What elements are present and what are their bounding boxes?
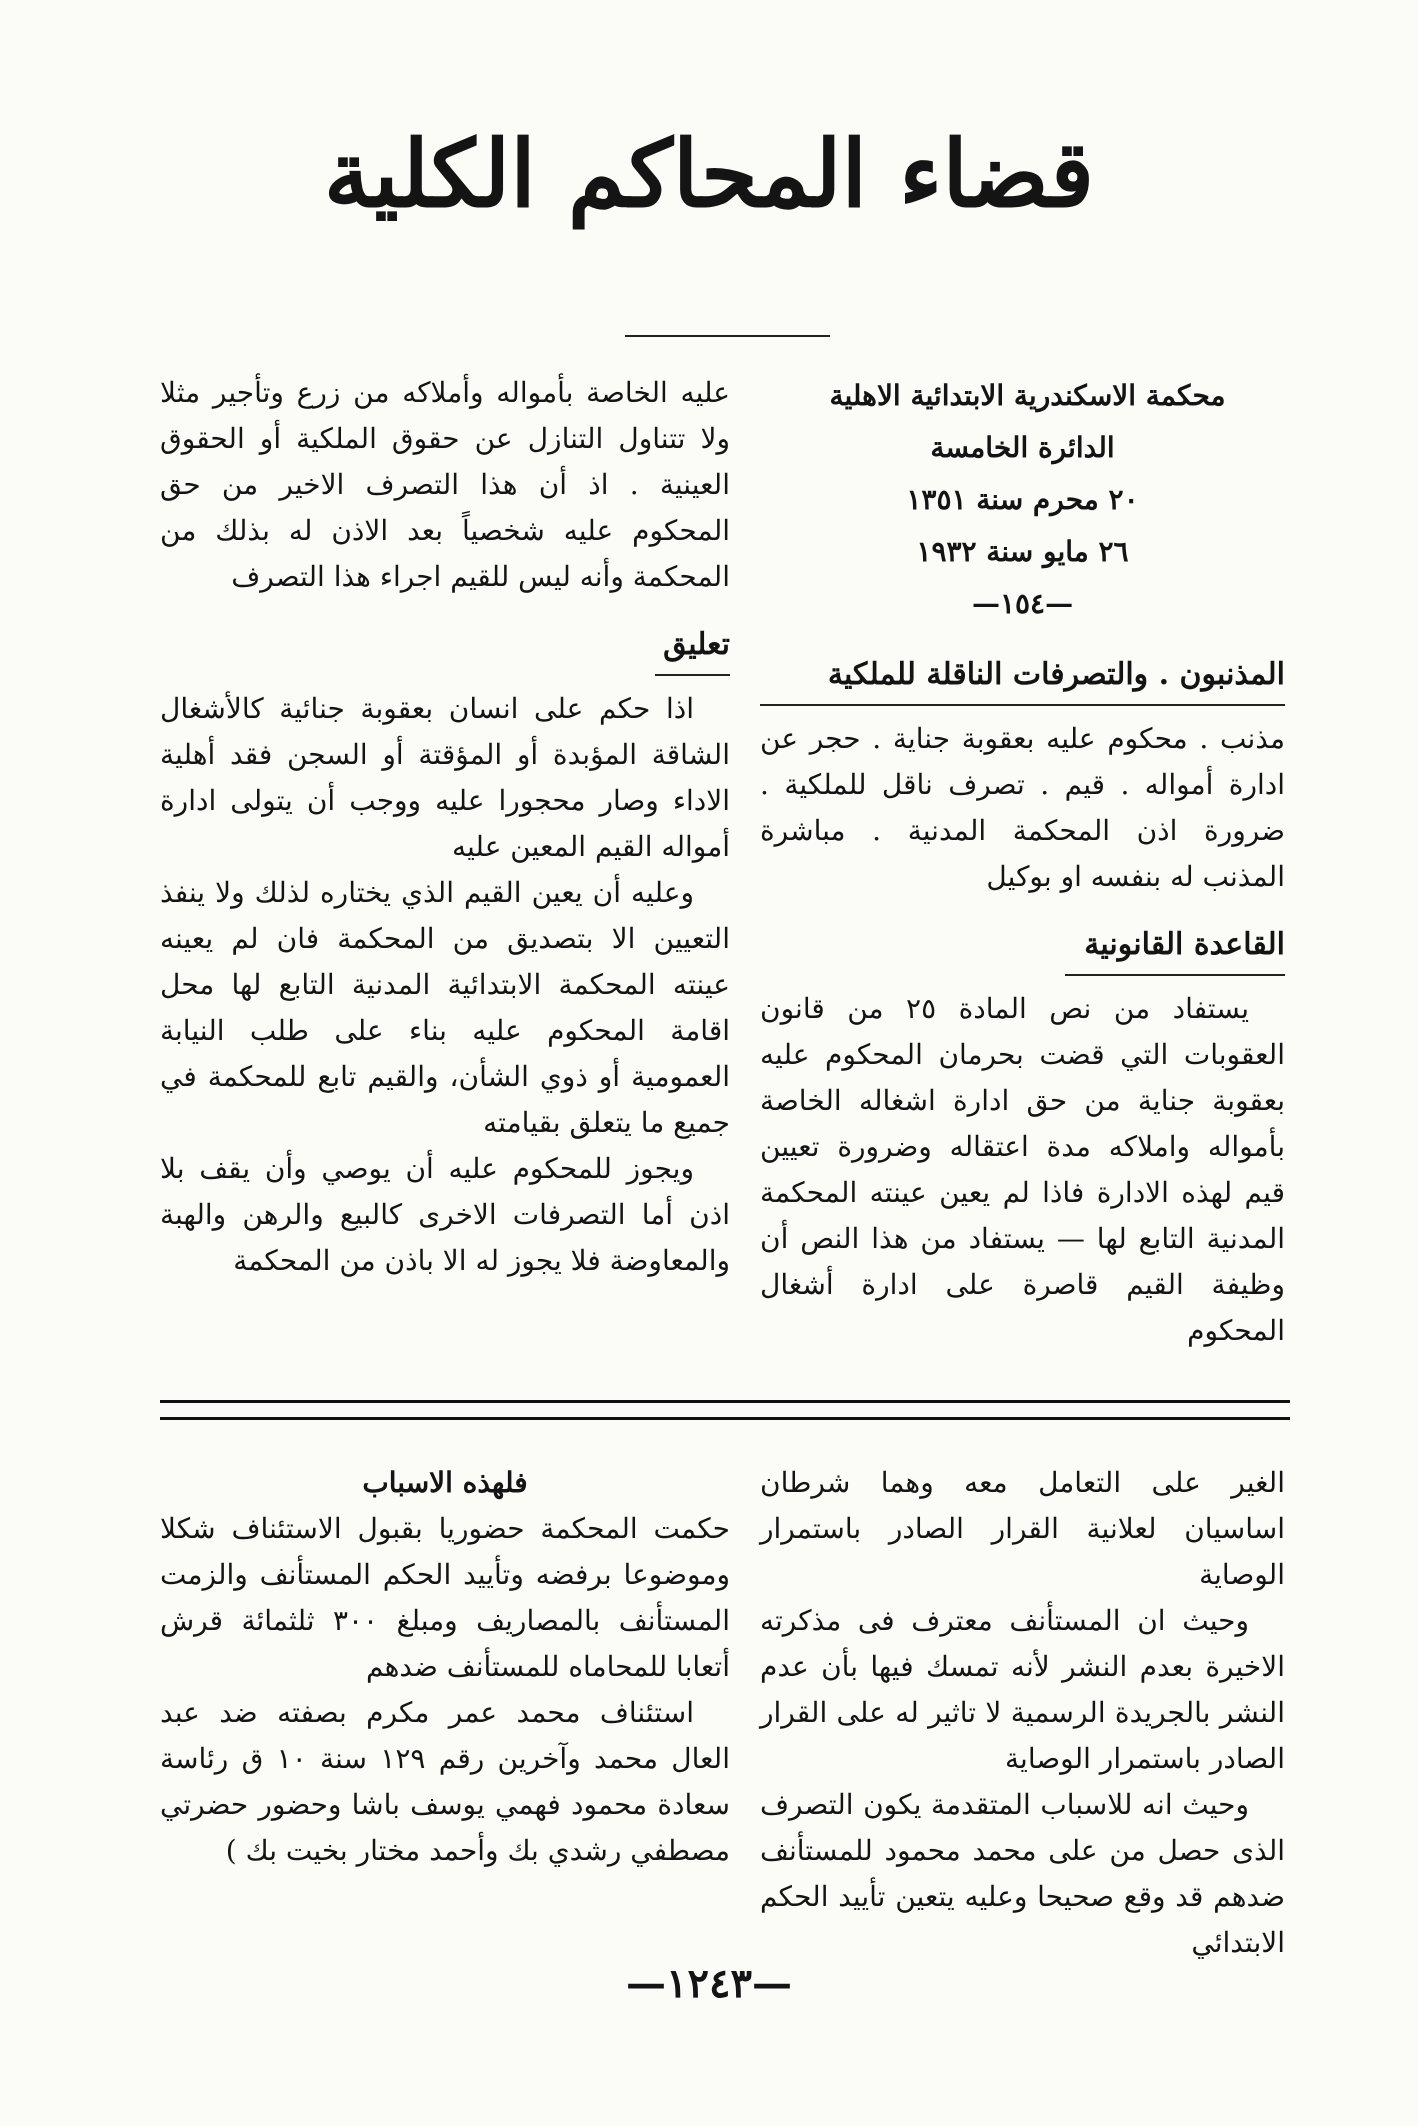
left-column-top — [160, 370, 730, 1284]
circuit-name: الدائرة الخامسة — [930, 431, 1115, 464]
date-gregorian: ٢٦ مايو سنة ١٩٣٢ — [916, 535, 1129, 568]
title-divider — [625, 335, 830, 337]
reasons-heading: فلهذه الاسباب — [362, 1466, 528, 1499]
case-header — [760, 370, 1285, 630]
judgment-paragraph: وحيث ان المستأنف معترف فى مذكرته الاخيرة بعدم النشر لأنه تمسك فيها بأن عدم النشر بالجريدة الرسمية لا تاثير له على القرار الصادر باستمرار الوصاية — [760, 1604, 1285, 1775]
rule-continuation: عليه الخاصة بأمواله وأملاكه من زرع وتأجير مثلا ولا تتناول التنازل عن حقوق الملكية أو الحقوق العينية . اذ أن هذا التصرف الاخير من حق المحكوم عليه شخصياً بعد الاذن له بذلك من المحكمة وأنه ليس للقيم اجراء هذا التصرف — [160, 376, 730, 593]
judgment-paragraph: وحيث انه للاسباب المتقدمة يكون التصرف الذى حصل من على محمد محمود للمستأنف ضدهم قد وقع صحيحا وعليه يتعين تأييد الحكم الابتدائي — [760, 1788, 1285, 1959]
case-number: —١٥٤— — [971, 587, 1074, 620]
subject-heading: المذنبون . والتصرفات الناقلة للملكية — [760, 650, 1285, 706]
page-number: —١٢٤٣— — [626, 1960, 792, 2007]
page-title: قضاء المحاكم الكلية — [323, 120, 1095, 228]
ruling-text: حكمت المحكمة حضوريا بقبول الاستئناف شكلا وموضوعا برفضه وتأييد الحكم المستأنف والزمت المستأنف بالمصاريف ومبلغ ٣٠٠ ثلثمائة قرش أتعابا للمحاماه للمستأنف ضدهم — [160, 1512, 730, 1683]
left-column-bottom — [160, 1460, 730, 1874]
comment-paragraph: اذا حكم على انسان بعقوبة جنائية كالأشغال الشاقة المؤبدة أو المؤقتة أو السجن فقد أهلية الاداء وصار محجورا عليه ووجب أن يتولى ادارة أمواله القيم المعين عليه — [160, 692, 730, 863]
court-name: محكمة الاسكندرية الابتدائية الاهلية — [829, 379, 1226, 412]
judgment-paragraph: الغير على التعامل معه وهما شرطان اساسيان لعلانية القرار الصادر باستمرار الوصاية — [760, 1466, 1285, 1591]
case-summary: مذنب . محكوم عليه بعقوبة جناية . حجر عن ادارة أمواله . قيم . تصرف ناقل للملكية . ضرورة اذن المحكمة المدنية . مباشرة المذنب له بنفسه او بوكيل — [760, 722, 1285, 893]
date-hijri: ٢٠ محرم سنة ١٣٥١ — [906, 483, 1139, 516]
legal-rule-heading: القاعدة القانونية — [1065, 920, 1285, 976]
section-divider — [160, 1400, 1290, 1420]
comment-heading: تعليق — [655, 620, 730, 676]
right-column-bottom — [760, 1460, 1285, 1966]
right-column-top — [760, 370, 1285, 1354]
comment-paragraph: وعليه أن يعين القيم الذي يختاره لذلك ولا ينفذ التعيين الا بتصديق من المحكمة فان لم يعينه عينته المحكمة الابتدائية المدنية التابع لها محل اقامة المحكوم عليه بناء على طلب النيابة العمومية أو ذوي الشأن، والقيم تابع للمحكمة في جميع ما يتعلق بقيامته — [160, 876, 730, 1139]
legal-rule-text: يستفاد من نص المادة ٢٥ من قانون العقوبات التي قضت بحرمان المحكوم عليه بعقوبة جناية من حق ادارة اشغاله الخاصة بأمواله واملاكه مدة اعتقاله وضرورة تعيين قيم لهذه الادارة فاذا لم يعين عينته المحكمة المدنية التابع لها — يستفاد من هذا النص أن وظيفة القيم قاصرة على ادارة أشغال المحكوم — [760, 992, 1285, 1347]
appeal-citation: استئناف محمد عمر مكرم بصفته ضد عبد العال محمد وآخرين رقم ١٢٩ سنة ١٠ ق رئاسة سعادة محمود فهمي يوسف باشا وحضور حضرتي مصطفي رشدي بك وأحمد مختار بخيت بك ) — [160, 1696, 730, 1867]
comment-paragraph: ويجوز للمحكوم عليه أن يوصي وأن يقف بلا اذن أما التصرفات الاخرى كالبيع والرهن والهبة والمعاوضة فلا يجوز له الا باذن من المحكمة — [160, 1152, 730, 1277]
